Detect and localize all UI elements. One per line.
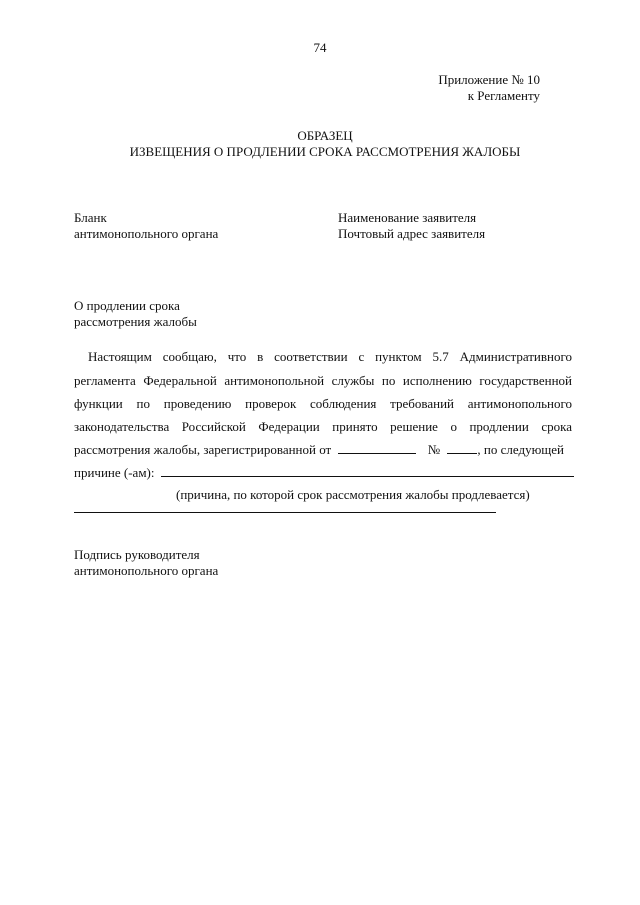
title-line-2: ИЗВЕЩЕНИЯ О ПРОДЛЕНИИ СРОКА РАССМОТРЕНИЯ ЖАЛОБЫ	[129, 144, 521, 159]
date-blank	[338, 442, 416, 454]
reason-blank	[161, 465, 574, 477]
body-line-6	[74, 465, 574, 481]
subject-line-1: О продлении срока	[74, 298, 180, 313]
body-line-4: законодательства Российской Федерации принято решение о продлении срока	[74, 419, 572, 434]
body-line-3: функции по проведению проверок соблюдения требований антимонопольного	[74, 396, 572, 411]
body-line-2: регламента Федеральной антимонопольной службы по исполнению государственной	[74, 373, 572, 388]
appendix-line-1: Приложение № 10	[438, 72, 540, 87]
body-line-5-text: рассмотрения жалобы, зарегистрированной от	[74, 442, 332, 457]
title-line-1: ОБРАЗЕЦ	[297, 128, 353, 143]
signature-label-1: Подпись руководителя	[74, 547, 200, 562]
body-line-1: Настоящим сообщаю, что в соответствии с пунктом 5.7 Административного	[88, 349, 572, 364]
appendix-line-2: к Регламенту	[467, 88, 540, 103]
reason-continuation-line	[74, 512, 496, 513]
applicant-address-label: Почтовый адрес заявителя	[338, 226, 486, 241]
number-sign: №	[427, 442, 441, 457]
reason-caption: (причина, по которой срок рассмотрения жалобы продлевается)	[176, 487, 530, 502]
page-number: 74	[313, 40, 327, 55]
body-line-5-tail: , по следующей	[477, 442, 565, 457]
number-blank	[447, 442, 477, 454]
reason-label: причине (-ам):	[74, 465, 155, 480]
signature-label-2: антимонопольного органа	[74, 563, 219, 578]
letterhead-label-1: Бланк	[74, 210, 107, 225]
applicant-name-label: Наименование заявителя	[338, 210, 477, 225]
letterhead-label-2: антимонопольного органа	[74, 226, 219, 241]
subject-line-2: рассмотрения жалобы	[74, 314, 197, 329]
body-line-5	[74, 442, 564, 458]
